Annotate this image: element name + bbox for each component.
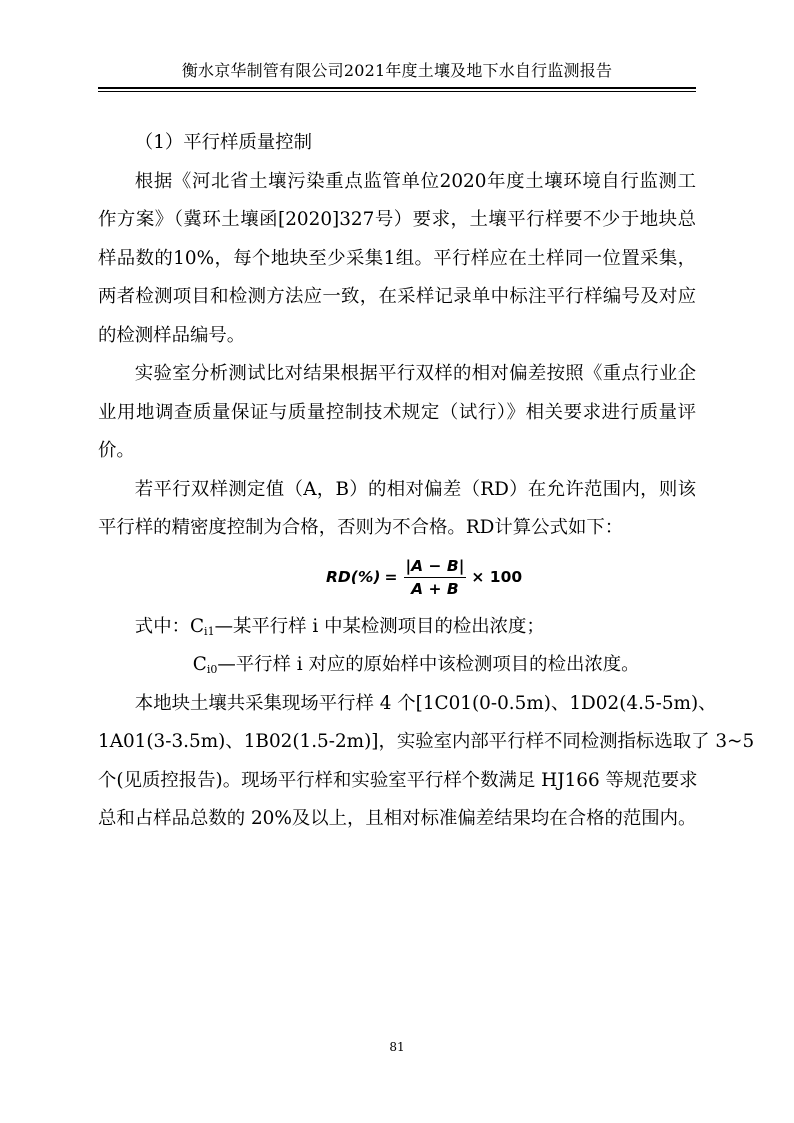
definition-ci0-text: —平行样 i 对应的原始样中该检测项目的检出浓度。 — [217, 654, 640, 675]
definition-ci0-subscript: i0 — [206, 663, 218, 676]
definition-ci0 — [98, 646, 696, 685]
summary-line-1: 本地块土壤共采集现场平行样 4 个[1C01(0-0.5m)、1D02(4.5-5m)、 — [134, 692, 717, 714]
definition-ci1 — [98, 608, 696, 647]
paragraph-rd-definition: 若平行双样测定值（A，B）的相对偏差（RD）在允许范围内，则该平行样的精密度控制为合格，否则为不合格。RD计算公式如下： — [98, 478, 696, 538]
header-rule-thick — [98, 87, 696, 89]
paragraph-requirements: 根据《河北省土壤污染重点监管单位2020年度土壤环境自行监测工作方案》（冀环土壤函[2020]327号）要求，土壤平行样要不少于地块总样品数的10%，每个地块至少采集1组。平行样应在土样同一位置采集，两者检测项目和检测方法应一致，在采样记录单中标注平行样编号及对应的检测样品编号。 — [98, 170, 696, 346]
formula-equals: = — [384, 568, 398, 587]
page-header: 衡水京华制管有限公司2021年度土壤及地下水自行监测报告 — [181, 61, 613, 80]
formula-denominator: A + B — [411, 580, 459, 598]
definition-ci0-prefix: C — [192, 654, 207, 675]
page-number: 81 — [389, 1040, 405, 1054]
summary-line-3: 个(见质控报告)。现场平行样和实验室平行样个数满足 HJ166 等规范要求 — [98, 769, 698, 791]
header-rule-thin — [98, 91, 696, 92]
formula-lhs: RD(%) — [326, 568, 381, 587]
document-body — [98, 124, 755, 839]
paragraph-evaluation: 实验室分析测试比对结果根据平行双样的相对偏差按照《重点行业企业用地调查质量保证与质量控制技术规定（试行）》相关要求进行质量评价。 — [98, 363, 696, 461]
formula-multiplier: × 100 — [471, 568, 523, 587]
definition-ci1-prefix: 式中：C — [134, 615, 205, 637]
summary-line-4: 总和占样品总数的 20%及以上，且相对标准偏差结果均在合格的范围内。 — [98, 808, 697, 829]
summary-line-2: 1A01(3-3.5m)、1B02(1.5-2m)]，实验室内部平行样不同检测指标选取了 3~5 — [98, 731, 755, 752]
definition-ci1-text: —某平行样 i 中某检测项目的检出浓度； — [214, 615, 545, 637]
definition-ci1-subscript: i1 — [204, 624, 215, 638]
section-heading: （1）平行样质量控制 — [134, 132, 313, 153]
formula-fraction — [404, 556, 467, 599]
rd-formula — [98, 548, 696, 608]
formula-numerator: |A − B| — [404, 556, 467, 578]
